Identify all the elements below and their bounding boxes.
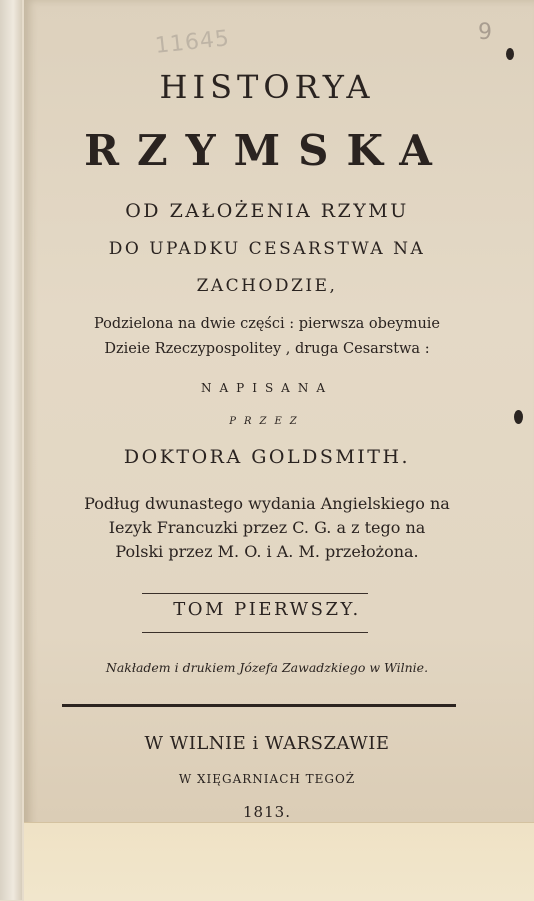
pencil-inventory-mark: 11645 [153,26,232,59]
translation-line-1: Podług dwunastego wydania Angielskiego na [84,494,450,513]
by-label: PRZEZ [229,416,305,427]
title-line-2: RZYMSKA [84,126,450,175]
imprint-rule [62,704,456,707]
imprint-bookshop: W XIĘGARNIACH TEGOŻ [178,772,356,786]
volume-rule-top [142,593,368,594]
written-label: NAPISANA [200,381,334,395]
imprint-city: W WILNIE i WARSZAWIE [144,733,390,754]
ink-spot [506,48,514,60]
pencil-page-number: 9 [478,20,492,45]
subtitle-line-1: OD ZAŁOŻENIA RZYMU [125,200,409,222]
title-line-1: HISTORYA [159,68,375,106]
division-line-2: Dzieie Rzeczypospolitey , druga Cesarstwa : [104,341,430,357]
publisher-imprint: Nakładem i drukiem Józefa Zawadzkiego w Wilnie. [105,660,429,675]
subtitle-line-3: ZACHODZIE, [196,276,338,296]
imprint-year: 1813. [243,803,291,821]
paper-tab [24,822,534,901]
translation-line-2: Iezyk Francuzki przez C. G. a z tego na [108,518,426,537]
author-name: DOKTORA GOLDSMITH. [123,446,411,468]
translation-line-3: Polski przez M. O. i A. M. przełożona. [115,542,419,561]
subtitle-line-2: DO UPADKU CESARSTWA NA [108,239,426,259]
volume-label: TOM PIERWSZY. [173,599,361,620]
volume-rule-bottom [142,632,368,633]
division-line-1: Podzielona na dwie części : pierwsza obeymuie [93,316,441,332]
